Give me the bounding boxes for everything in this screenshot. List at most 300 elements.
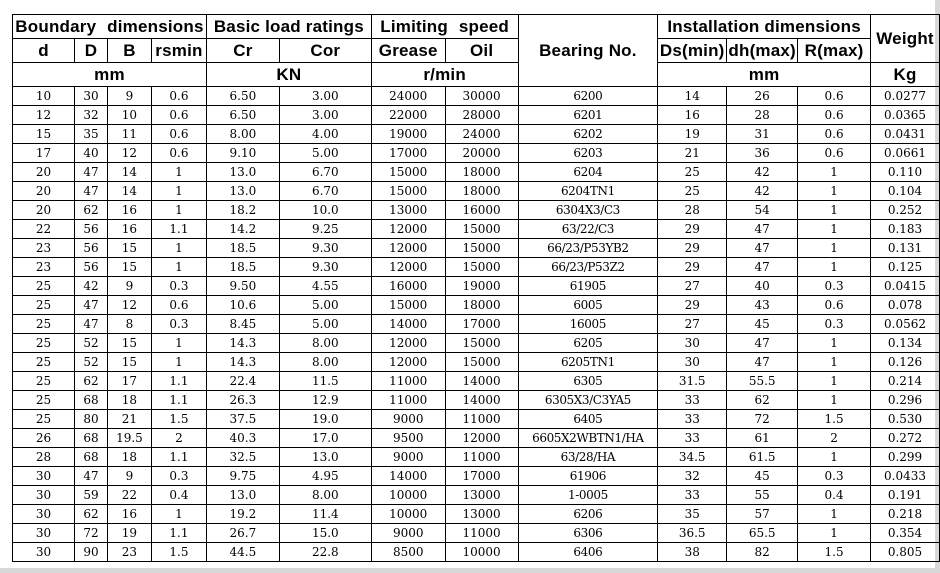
cell-D: 62 <box>74 372 107 391</box>
cell-cor: 5.00 <box>279 296 371 315</box>
cell-cor: 5.00 <box>279 144 371 163</box>
cell-oil: 11000 <box>445 410 518 429</box>
cell-grease: 13000 <box>371 201 445 220</box>
table-row <box>13 296 940 315</box>
cell-grease: 12000 <box>371 353 445 372</box>
cell-cor: 17.0 <box>279 429 371 448</box>
cell-r-max: 1 <box>798 448 871 467</box>
cell-grease: 16000 <box>371 277 445 296</box>
cell-cor: 8.00 <box>279 353 371 372</box>
cell-ds-min: 36.5 <box>658 524 727 543</box>
cell-cor: 9.30 <box>279 258 371 277</box>
cell-rsmin: 1.5 <box>151 543 206 562</box>
cell-B: 11 <box>107 125 151 144</box>
cell-cr: 13.0 <box>206 182 279 201</box>
cell-rsmin: 1 <box>151 334 206 353</box>
cell-oil: 18000 <box>445 163 518 182</box>
cell-oil: 15000 <box>445 239 518 258</box>
cell-r-max: 1 <box>798 220 871 239</box>
cell-B: 9 <box>107 467 151 486</box>
cell-dh-max: 62 <box>727 391 798 410</box>
cell-dh-max: 47 <box>727 334 798 353</box>
cell-D: 30 <box>74 87 107 106</box>
cell-ds-min: 25 <box>658 163 727 182</box>
cell-bearing-no: 6201 <box>518 106 658 125</box>
cell-bearing-no: 16005 <box>518 315 658 334</box>
cell-d: 20 <box>13 201 75 220</box>
cell-ds-min: 33 <box>658 410 727 429</box>
cell-rsmin: 1.1 <box>151 220 206 239</box>
cell-r-max: 1 <box>798 239 871 258</box>
cell-d: 15 <box>13 125 75 144</box>
cell-bearing-no: 6205 <box>518 334 658 353</box>
cell-d: 10 <box>13 87 75 106</box>
cell-D: 32 <box>74 106 107 125</box>
cell-dh-max: 31 <box>727 125 798 144</box>
cell-d: 25 <box>13 277 75 296</box>
cell-cr: 40.3 <box>206 429 279 448</box>
cell-D: 68 <box>74 391 107 410</box>
cell-oil: 14000 <box>445 372 518 391</box>
cell-rsmin: 0.3 <box>151 277 206 296</box>
table-row <box>13 144 940 163</box>
cell-ds-min: 29 <box>658 220 727 239</box>
cell-grease: 9000 <box>371 448 445 467</box>
cell-weight: 0.183 <box>871 220 940 239</box>
cell-cr: 37.5 <box>206 410 279 429</box>
cell-dh-max: 72 <box>727 410 798 429</box>
cell-d: 25 <box>13 391 75 410</box>
header-basic-load-ratings: Basic load ratings <box>206 15 371 39</box>
table-row <box>13 239 940 258</box>
cell-grease: 24000 <box>371 87 445 106</box>
header-column-row <box>13 39 940 63</box>
cell-weight: 0.0431 <box>871 125 940 144</box>
unit-load: KN <box>206 63 371 87</box>
cell-cr: 9.75 <box>206 467 279 486</box>
cell-D: 52 <box>74 353 107 372</box>
cell-D: 47 <box>74 163 107 182</box>
cell-weight: 0.296 <box>871 391 940 410</box>
cell-oil: 18000 <box>445 296 518 315</box>
cell-dh-max: 65.5 <box>727 524 798 543</box>
cell-weight: 0.218 <box>871 505 940 524</box>
cell-rsmin: 1 <box>151 258 206 277</box>
cell-bearing-no: 66/23/P53YB2 <box>518 239 658 258</box>
cell-B: 23 <box>107 543 151 562</box>
cell-D: 47 <box>74 315 107 334</box>
cell-B: 15 <box>107 353 151 372</box>
cell-ds-min: 25 <box>658 182 727 201</box>
cell-dh-max: 28 <box>727 106 798 125</box>
cell-weight: 0.0433 <box>871 467 940 486</box>
cell-rsmin: 0.3 <box>151 467 206 486</box>
cell-grease: 8500 <box>371 543 445 562</box>
cell-bearing-no: 6204 <box>518 163 658 182</box>
cell-oil: 17000 <box>445 467 518 486</box>
cell-grease: 19000 <box>371 125 445 144</box>
table-row <box>13 543 940 562</box>
cell-oil: 16000 <box>445 201 518 220</box>
cell-cor: 4.00 <box>279 125 371 144</box>
header-cr: Cr <box>206 39 279 63</box>
cell-r-max: 0.6 <box>798 296 871 315</box>
cell-rsmin: 1 <box>151 182 206 201</box>
cell-oil: 11000 <box>445 524 518 543</box>
cell-D: 90 <box>74 543 107 562</box>
cell-dh-max: 45 <box>727 315 798 334</box>
cell-r-max: 0.4 <box>798 486 871 505</box>
cell-dh-max: 55 <box>727 486 798 505</box>
cell-cor: 8.00 <box>279 334 371 353</box>
cell-rsmin: 0.6 <box>151 296 206 315</box>
cell-r-max: 1.5 <box>798 543 871 562</box>
cell-r-max: 0.6 <box>798 144 871 163</box>
cell-bearing-no: 6304X3/C3 <box>518 201 658 220</box>
cell-d: 30 <box>13 543 75 562</box>
cell-cr: 18.5 <box>206 239 279 258</box>
cell-grease: 17000 <box>371 144 445 163</box>
table-row <box>13 353 940 372</box>
cell-rsmin: 0.6 <box>151 106 206 125</box>
cell-d: 25 <box>13 334 75 353</box>
cell-B: 15 <box>107 334 151 353</box>
cell-dh-max: 57 <box>727 505 798 524</box>
cell-cor: 19.0 <box>279 410 371 429</box>
table-row <box>13 429 940 448</box>
cell-rsmin: 1.1 <box>151 448 206 467</box>
cell-cr: 14.3 <box>206 334 279 353</box>
cell-D: 72 <box>74 524 107 543</box>
cell-oil: 15000 <box>445 353 518 372</box>
cell-weight: 0.214 <box>871 372 940 391</box>
cell-r-max: 0.6 <box>798 125 871 144</box>
header-r-max: R(max) <box>798 39 871 63</box>
cell-bearing-no: 61905 <box>518 277 658 296</box>
cell-dh-max: 55.5 <box>727 372 798 391</box>
cell-bearing-no: 6305 <box>518 372 658 391</box>
unit-installation: mm <box>658 63 871 87</box>
cell-cr: 44.5 <box>206 543 279 562</box>
cell-bearing-no: 6200 <box>518 87 658 106</box>
cell-weight: 0.125 <box>871 258 940 277</box>
cell-bearing-no: 6203 <box>518 144 658 163</box>
header-ds-min: Ds(min) <box>658 39 727 63</box>
cell-weight: 0.131 <box>871 239 940 258</box>
cell-cor: 22.8 <box>279 543 371 562</box>
header-grease: Grease <box>371 39 445 63</box>
cell-d: 30 <box>13 505 75 524</box>
cell-rsmin: 1.1 <box>151 372 206 391</box>
cell-oil: 13000 <box>445 505 518 524</box>
cell-grease: 15000 <box>371 182 445 201</box>
cell-D: 62 <box>74 505 107 524</box>
cell-oil: 19000 <box>445 277 518 296</box>
cell-weight: 0.126 <box>871 353 940 372</box>
cell-cr: 8.00 <box>206 125 279 144</box>
cell-grease: 9000 <box>371 410 445 429</box>
cell-r-max: 0.3 <box>798 315 871 334</box>
cell-ds-min: 31.5 <box>658 372 727 391</box>
cell-bearing-no: 63/28/HA <box>518 448 658 467</box>
cell-B: 17 <box>107 372 151 391</box>
cell-cor: 5.00 <box>279 315 371 334</box>
cell-ds-min: 19 <box>658 125 727 144</box>
cell-d: 25 <box>13 315 75 334</box>
cell-cor: 15.0 <box>279 524 371 543</box>
cell-cr: 9.10 <box>206 144 279 163</box>
table-row <box>13 372 940 391</box>
cell-D: 62 <box>74 201 107 220</box>
cell-weight: 0.0661 <box>871 144 940 163</box>
header-bearing-no: Bearing No. <box>518 15 658 87</box>
header-boundary-dimensions: Boundary dimensions <box>13 15 207 39</box>
cell-grease: 10000 <box>371 505 445 524</box>
cell-rsmin: 0.3 <box>151 315 206 334</box>
header-dh-max: dh(max) <box>727 39 798 63</box>
cell-cr: 18.2 <box>206 201 279 220</box>
cell-cr: 6.50 <box>206 106 279 125</box>
cell-rsmin: 0.6 <box>151 144 206 163</box>
cell-grease: 12000 <box>371 220 445 239</box>
cell-ds-min: 33 <box>658 429 727 448</box>
cell-cr: 32.5 <box>206 448 279 467</box>
cell-rsmin: 0.6 <box>151 87 206 106</box>
cell-ds-min: 30 <box>658 334 727 353</box>
cell-d: 12 <box>13 106 75 125</box>
cell-bearing-no: 6204TN1 <box>518 182 658 201</box>
cell-dh-max: 43 <box>727 296 798 315</box>
cell-oil: 14000 <box>445 391 518 410</box>
table-row <box>13 391 940 410</box>
cell-grease: 12000 <box>371 334 445 353</box>
cell-dh-max: 47 <box>727 353 798 372</box>
cell-weight: 0.0365 <box>871 106 940 125</box>
cell-dh-max: 40 <box>727 277 798 296</box>
cell-ds-min: 34.5 <box>658 448 727 467</box>
cell-D: 47 <box>74 467 107 486</box>
cell-ds-min: 27 <box>658 315 727 334</box>
cell-cor: 6.70 <box>279 182 371 201</box>
cell-weight: 0.272 <box>871 429 940 448</box>
cell-weight: 0.104 <box>871 182 940 201</box>
cell-D: 56 <box>74 220 107 239</box>
header-installation-dimensions: Installation dimensions <box>658 15 871 39</box>
cell-cor: 8.00 <box>279 486 371 505</box>
cell-d: 30 <box>13 524 75 543</box>
cell-cr: 6.50 <box>206 87 279 106</box>
cell-oil: 24000 <box>445 125 518 144</box>
cell-dh-max: 47 <box>727 258 798 277</box>
cell-B: 18 <box>107 448 151 467</box>
cell-B: 8 <box>107 315 151 334</box>
cell-weight: 0.191 <box>871 486 940 505</box>
cell-B: 19.5 <box>107 429 151 448</box>
cell-grease: 12000 <box>371 239 445 258</box>
cell-cor: 4.95 <box>279 467 371 486</box>
cell-bearing-no: 6005 <box>518 296 658 315</box>
cell-d: 30 <box>13 467 75 486</box>
cell-cr: 14.3 <box>206 353 279 372</box>
cell-weight: 0.110 <box>871 163 940 182</box>
header-limiting-speed: Limiting speed <box>371 15 518 39</box>
cell-B: 19 <box>107 524 151 543</box>
header-d: d <box>13 39 75 63</box>
cell-bearing-no: 63/22/C3 <box>518 220 658 239</box>
header-group-row <box>13 15 940 39</box>
cell-oil: 13000 <box>445 486 518 505</box>
cell-dh-max: 42 <box>727 182 798 201</box>
table-row <box>13 163 940 182</box>
cell-B: 21 <box>107 410 151 429</box>
cell-D: 52 <box>74 334 107 353</box>
cell-ds-min: 38 <box>658 543 727 562</box>
header-units-row <box>13 63 940 87</box>
cell-oil: 15000 <box>445 334 518 353</box>
cell-weight: 0.0415 <box>871 277 940 296</box>
table-row <box>13 182 940 201</box>
cell-cor: 9.25 <box>279 220 371 239</box>
cell-ds-min: 28 <box>658 201 727 220</box>
cell-weight: 0.805 <box>871 543 940 562</box>
cell-cor: 11.4 <box>279 505 371 524</box>
cell-oil: 10000 <box>445 543 518 562</box>
cell-B: 18 <box>107 391 151 410</box>
cell-grease: 15000 <box>371 296 445 315</box>
cell-cr: 22.4 <box>206 372 279 391</box>
table-row <box>13 106 940 125</box>
cell-d: 23 <box>13 239 75 258</box>
cell-r-max: 1 <box>798 524 871 543</box>
cell-cor: 3.00 <box>279 106 371 125</box>
cell-B: 16 <box>107 505 151 524</box>
cell-D: 80 <box>74 410 107 429</box>
cell-d: 23 <box>13 258 75 277</box>
header-oil: Oil <box>445 39 518 63</box>
cell-D: 47 <box>74 296 107 315</box>
cell-dh-max: 61 <box>727 429 798 448</box>
cell-B: 15 <box>107 239 151 258</box>
cell-cor: 13.0 <box>279 448 371 467</box>
cell-dh-max: 47 <box>727 220 798 239</box>
cell-rsmin: 0.4 <box>151 486 206 505</box>
table-row <box>13 505 940 524</box>
cell-d: 28 <box>13 448 75 467</box>
unit-boundary: mm <box>13 63 207 87</box>
cell-d: 25 <box>13 296 75 315</box>
cell-oil: 18000 <box>445 182 518 201</box>
cell-grease: 11000 <box>371 391 445 410</box>
cell-ds-min: 16 <box>658 106 727 125</box>
cell-bearing-no: 6405 <box>518 410 658 429</box>
cell-B: 9 <box>107 87 151 106</box>
cell-grease: 12000 <box>371 258 445 277</box>
cell-grease: 9000 <box>371 524 445 543</box>
cell-r-max: 1 <box>798 334 871 353</box>
cell-B: 16 <box>107 201 151 220</box>
unit-speed: r/min <box>371 63 518 87</box>
cell-grease: 15000 <box>371 163 445 182</box>
cell-B: 22 <box>107 486 151 505</box>
cell-cor: 6.70 <box>279 163 371 182</box>
cell-cr: 18.5 <box>206 258 279 277</box>
cell-d: 17 <box>13 144 75 163</box>
cell-D: 47 <box>74 182 107 201</box>
cell-rsmin: 1 <box>151 201 206 220</box>
cell-bearing-no: 6406 <box>518 543 658 562</box>
table-row <box>13 467 940 486</box>
cell-weight: 0.0562 <box>871 315 940 334</box>
cell-B: 12 <box>107 296 151 315</box>
table-row <box>13 524 940 543</box>
cell-bearing-no: 6305X3/C3YA5 <box>518 391 658 410</box>
cell-cr: 26.3 <box>206 391 279 410</box>
cell-d: 25 <box>13 372 75 391</box>
cell-ds-min: 29 <box>658 258 727 277</box>
cell-cor: 9.30 <box>279 239 371 258</box>
cell-dh-max: 54 <box>727 201 798 220</box>
cell-D: 68 <box>74 429 107 448</box>
cell-d: 20 <box>13 163 75 182</box>
cell-ds-min: 35 <box>658 505 727 524</box>
cell-cr: 13.0 <box>206 163 279 182</box>
cell-cr: 19.2 <box>206 505 279 524</box>
cell-r-max: 0.3 <box>798 277 871 296</box>
cell-bearing-no: 1-0005 <box>518 486 658 505</box>
cell-D: 56 <box>74 258 107 277</box>
cell-oil: 15000 <box>445 220 518 239</box>
cell-bearing-no: 6202 <box>518 125 658 144</box>
table-row <box>13 87 940 106</box>
cell-cor: 10.0 <box>279 201 371 220</box>
cell-oil: 15000 <box>445 258 518 277</box>
cell-oil: 30000 <box>445 87 518 106</box>
cell-r-max: 1 <box>798 353 871 372</box>
cell-bearing-no: 66/23/P53Z2 <box>518 258 658 277</box>
cell-dh-max: 26 <box>727 87 798 106</box>
cell-weight: 0.134 <box>871 334 940 353</box>
cell-cor: 12.9 <box>279 391 371 410</box>
cell-r-max: 1 <box>798 163 871 182</box>
cell-B: 12 <box>107 144 151 163</box>
cell-rsmin: 1 <box>151 505 206 524</box>
cell-ds-min: 32 <box>658 467 727 486</box>
cell-r-max: 1 <box>798 258 871 277</box>
header-D: D <box>74 39 107 63</box>
cell-r-max: 1 <box>798 391 871 410</box>
cell-oil: 12000 <box>445 429 518 448</box>
cell-r-max: 1 <box>798 505 871 524</box>
cell-cor: 3.00 <box>279 87 371 106</box>
cell-d: 20 <box>13 182 75 201</box>
cell-grease: 9500 <box>371 429 445 448</box>
cell-B: 14 <box>107 163 151 182</box>
cell-bearing-no: 61906 <box>518 467 658 486</box>
table-body <box>13 87 940 562</box>
cell-rsmin: 1.5 <box>151 410 206 429</box>
cell-d: 25 <box>13 410 75 429</box>
cell-D: 68 <box>74 448 107 467</box>
table-row <box>13 220 940 239</box>
cell-grease: 11000 <box>371 372 445 391</box>
cell-ds-min: 30 <box>658 353 727 372</box>
cell-cor: 4.55 <box>279 277 371 296</box>
cell-weight: 0.0277 <box>871 87 940 106</box>
cell-r-max: 0.6 <box>798 87 871 106</box>
cell-r-max: 1.5 <box>798 410 871 429</box>
cell-cr: 10.6 <box>206 296 279 315</box>
cell-B: 10 <box>107 106 151 125</box>
